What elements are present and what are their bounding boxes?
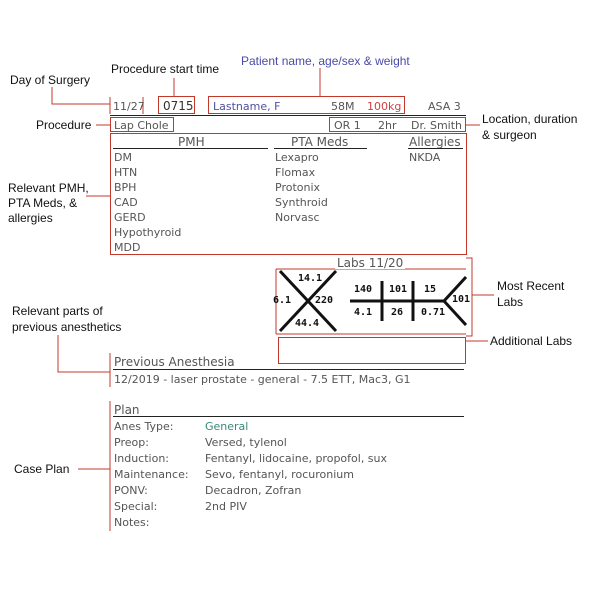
allergies-underline <box>408 148 463 149</box>
plan-label-anes-type: Anes Type: <box>114 420 174 433</box>
labs-title: Labs 11/20 <box>337 256 404 270</box>
patient-age-sex: 58M <box>331 100 355 113</box>
pmh-item: HTN <box>114 166 138 179</box>
plan-label-maintenance: Maintenance: <box>114 468 189 481</box>
plan-value-induction: Fentanyl, lidocaine, propofol, sux <box>205 452 388 465</box>
plan-label-ponv: PONV: <box>114 484 148 497</box>
plan-value-ponv: Decadron, Zofran <box>205 484 302 497</box>
plan-value-maintenance: Sevo, fentanyl, rocuronium <box>205 468 354 481</box>
meds-underline <box>274 148 367 149</box>
plan-label-special: Special: <box>114 500 158 513</box>
lab-k: 4.1 <box>354 307 373 318</box>
plan-value-special: 2nd PIV <box>205 500 247 513</box>
duration: 2hr <box>378 119 397 132</box>
start-time: 0715 <box>163 99 194 113</box>
lab-wbc: 6.1 <box>273 295 292 306</box>
plan-value-preop: Versed, tylenol <box>205 436 287 449</box>
plan-label-preop: Preop: <box>114 436 149 449</box>
header-divider <box>110 115 466 116</box>
previous-anesthesia-entry: 12/2019 - laser prostate - general - 7.5 ETT, Mac3, G1 <box>114 373 411 386</box>
lab-co2: 26 <box>391 307 404 318</box>
callout-case-plan: Case Plan <box>14 462 70 476</box>
leader-day-of-surgery <box>52 87 110 104</box>
previous-anesthesia-underline <box>113 369 464 370</box>
plan-label-notes: Notes: <box>114 516 150 529</box>
callout-procedure: Procedure <box>36 118 92 132</box>
callout-labs-1: Most Recent <box>497 279 565 293</box>
pmh-item: CAD <box>114 196 138 209</box>
lab-hgb: 14.1 <box>298 273 323 284</box>
lab-plt: 220 <box>315 295 334 306</box>
med-item: Synthroid <box>275 196 328 209</box>
med-item: Protonix <box>275 181 321 194</box>
callout-relevant-1: Relevant PMH, <box>8 181 89 195</box>
surgery-date: 11/27 <box>113 100 145 113</box>
asa-class: ASA 3 <box>428 100 461 113</box>
lab-na: 140 <box>354 284 373 295</box>
previous-anesthesia-title: Previous Anesthesia <box>114 355 235 369</box>
callout-location-1: Location, duration <box>482 112 578 126</box>
leader-previous-anesthetics <box>58 335 110 372</box>
callout-labs-2: Labs <box>497 295 524 309</box>
location: OR 1 <box>334 119 361 132</box>
allergies-header: Allergies <box>409 135 461 149</box>
lab-glucose: 101 <box>452 294 471 305</box>
patient-name: Lastname, F <box>213 100 281 113</box>
allergy-item: NKDA <box>409 151 441 164</box>
med-item: Flomax <box>275 166 316 179</box>
med-item: Lexapro <box>275 151 319 164</box>
pmh-header: PMH <box>178 135 205 149</box>
callout-location-2: & surgeon <box>482 128 537 142</box>
additional-labs-box <box>278 337 466 364</box>
lab-bun: 15 <box>424 284 437 295</box>
callout-prev-1: Relevant parts of <box>12 304 103 318</box>
lab-cl: 101 <box>389 284 408 295</box>
lab-cr: 0.71 <box>421 307 446 318</box>
plan-underline <box>113 416 464 417</box>
surgeon: Dr. Smith <box>411 119 463 132</box>
callout-relevant-3: allergies <box>8 211 53 225</box>
pmh-item: Hypothyroid <box>114 226 182 239</box>
callout-day-of-surgery: Day of Surgery <box>10 73 91 87</box>
callout-prev-2: previous anesthetics <box>12 320 122 334</box>
callout-relevant-2: PTA Meds, & <box>8 196 78 210</box>
plan-label-induction: Induction: <box>114 452 169 465</box>
pmh-item: MDD <box>114 241 141 254</box>
meds-header: PTA Meds <box>291 135 349 149</box>
callout-start-time: Procedure start time <box>111 62 220 76</box>
callout-additional-labs: Additional Labs <box>490 334 573 348</box>
pmh-item: GERD <box>114 211 146 224</box>
plan-title: Plan <box>114 403 140 417</box>
lab-hct: 44.4 <box>295 318 320 329</box>
med-item: Norvasc <box>275 211 320 224</box>
pmh-item: DM <box>114 151 132 164</box>
pmh-item: BPH <box>114 181 137 194</box>
plan-value-anes-type: General <box>205 420 249 433</box>
pmh-underline <box>113 148 268 149</box>
procedure-name: Lap Chole <box>114 119 169 132</box>
patient-weight: 100kg <box>367 100 402 113</box>
callout-patient-info: Patient name, age/sex & weight <box>241 54 410 68</box>
